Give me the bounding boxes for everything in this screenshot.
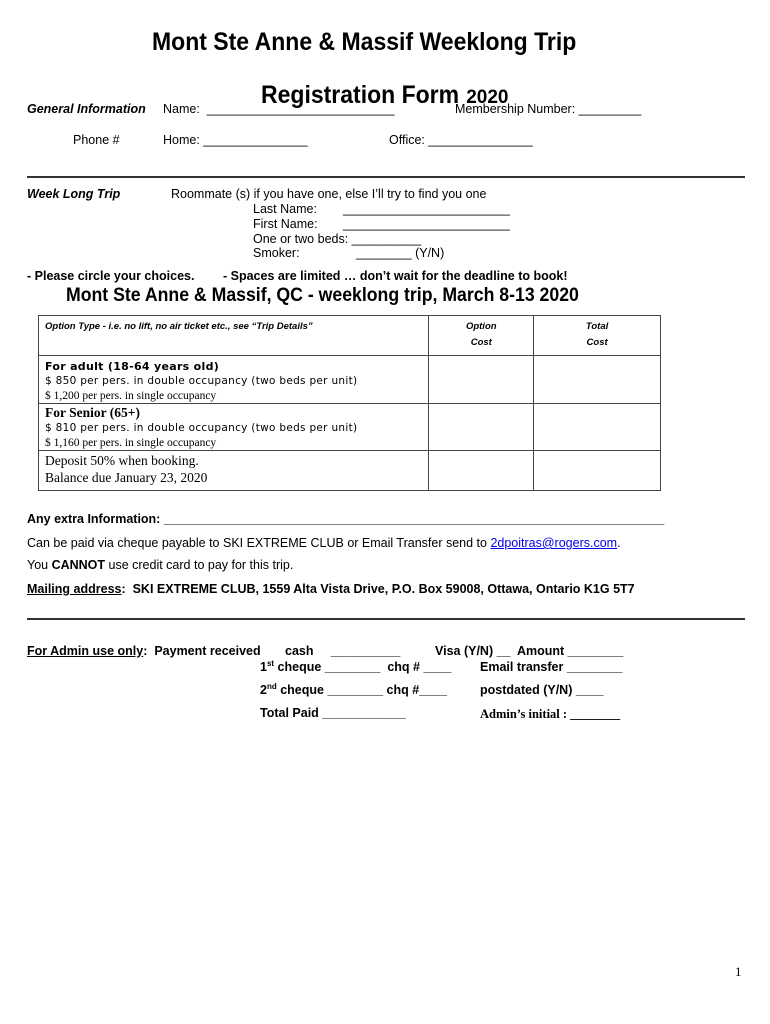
second-cheque-sup: nd (266, 681, 277, 691)
general-info-label: General Information (27, 102, 146, 116)
first-name-label: First Name: (253, 217, 318, 231)
adult-title: For adult (18-64 years old) (45, 360, 220, 373)
spaces-limited-note: - Spaces are limited … don’t wait for the deadline to book! (223, 269, 568, 283)
credit-card-note-post: use credit card to pay for this trip. (105, 558, 294, 572)
deposit-option-cost[interactable] (429, 451, 534, 491)
first-cheque-field[interactable] (260, 660, 451, 674)
divider-2 (27, 618, 745, 620)
senior-total-cost[interactable] (534, 404, 661, 451)
adult-single: $ 1,200 per pers. in single occupancy (45, 390, 217, 402)
senior-title: For Senior (65+) (45, 405, 140, 420)
email-transfer-field[interactable]: Email transfer ________ (480, 660, 623, 674)
circle-choices-note: - Please circle your choices. (27, 269, 195, 283)
adult-double: $ 850 per pers. in double occupancy (two beds per unit) (45, 375, 358, 387)
option-cost-header-a: Option (465, 321, 497, 332)
second-cheque-field[interactable] (260, 683, 447, 697)
payment-note-text: Can be paid via cheque payable to SKI EXTREME CLUB or Email Transfer send to (27, 536, 491, 550)
office-phone-field[interactable]: Office: _______________ (389, 133, 533, 147)
credit-card-note-pre: You (27, 558, 52, 572)
beds-field[interactable]: One or two beds: __________ (253, 232, 422, 246)
title-form: Registration Form (260, 81, 459, 109)
divider-1 (27, 176, 745, 178)
admin-initial-field[interactable]: Admin’s initial : ________ (480, 707, 621, 721)
smoker-label: Smoker: (253, 246, 300, 260)
second-cheque-num: 2 (260, 683, 267, 697)
senior-single: $ 1,160 per pers. in single occupancy (45, 437, 217, 449)
visa-amount-field[interactable]: Visa (Y/N) __ Amount ________ (435, 644, 624, 658)
senior-option-cell (39, 404, 429, 451)
membership-number-field[interactable]: Membership Number: _________ (455, 102, 642, 116)
senior-double: $ 810 per pers. in double occupancy (two beds per unit) (45, 422, 358, 434)
mailing-address (27, 582, 635, 596)
first-cheque-num: 1 (260, 660, 267, 674)
adult-option-cell (39, 356, 429, 404)
title-year: 2020 (466, 87, 509, 108)
credit-card-note (27, 558, 293, 572)
total-paid-field[interactable]: Total Paid ____________ (260, 706, 406, 720)
email-link[interactable]: 2dpoitras@rogers.com (490, 536, 618, 550)
deposit-total-cost[interactable] (534, 451, 661, 491)
options-table (38, 315, 661, 491)
trip-options-heading: Mont Ste Anne & Massif, QC - weeklong trip, March 8-13 2020 (66, 285, 579, 306)
title-line-1: Mont Ste Anne & Massif Weeklong Trip (152, 28, 577, 56)
balance-note: Balance due January 23, 2020 (45, 470, 208, 485)
phone-label: Phone # (73, 133, 120, 147)
option-cost-header-b: Cost (470, 337, 492, 348)
payment-note (27, 536, 621, 550)
credit-card-note-cannot: CANNOT (51, 558, 106, 572)
week-long-trip-label: Week Long Trip (27, 187, 121, 201)
roommate-label: Roommate (s) if you have one, else I’ll try to find you one (171, 187, 487, 201)
admin-section (27, 644, 261, 658)
adult-option-cost[interactable] (429, 356, 534, 404)
total-cost-header-b: Cost (586, 337, 608, 348)
deposit-cell (39, 451, 429, 491)
smoker-field[interactable]: ________ (Y/N) (356, 246, 445, 260)
table-row-adult (39, 356, 661, 404)
mailing-address-value: : SKI EXTREME CLUB, 1559 Alta Vista Drive, P.O. Box 59008, Ottawa, Ontario K1G 5T7 (121, 582, 635, 596)
total-cost-header-a: Total (585, 321, 609, 332)
last-name-label: Last Name: (253, 202, 317, 216)
first-cheque-sup: st (266, 658, 275, 668)
total-cost-header (534, 316, 661, 356)
senior-option-cost[interactable] (429, 404, 534, 451)
table-row-deposit (39, 451, 661, 491)
page-number: 1 (735, 964, 742, 979)
deposit-note: Deposit 50% when booking. (45, 453, 199, 468)
first-name-field[interactable]: ________________________ (343, 217, 510, 231)
extra-information-field[interactable]: Any extra Information: ________________________________________________________________________ (27, 512, 665, 526)
last-name-field[interactable]: ________________________ (343, 202, 510, 216)
option-type-header: Option Type - i.e. no lift, no air ticket etc., see “Trip Details” (39, 316, 429, 356)
adult-total-cost[interactable] (534, 356, 661, 404)
table-row-senior (39, 404, 661, 451)
second-cheque-text: cheque ________ chq #____ (276, 683, 447, 697)
option-cost-header (429, 316, 534, 356)
home-phone-field[interactable]: Home: _______________ (163, 133, 308, 147)
postdated-field[interactable]: postdated (Y/N) ____ (480, 683, 604, 697)
first-cheque-text: cheque ________ chq # ____ (274, 660, 452, 674)
name-field[interactable]: Name: ___________________________ (163, 102, 395, 116)
mailing-address-label: Mailing address (27, 582, 122, 596)
admin-label: For Admin use only (27, 644, 144, 658)
payment-received-label: : Payment received (143, 644, 261, 658)
cash-field[interactable]: cash __________ (285, 644, 401, 658)
payment-note-end: . (617, 536, 621, 550)
table-header-row (39, 316, 661, 356)
